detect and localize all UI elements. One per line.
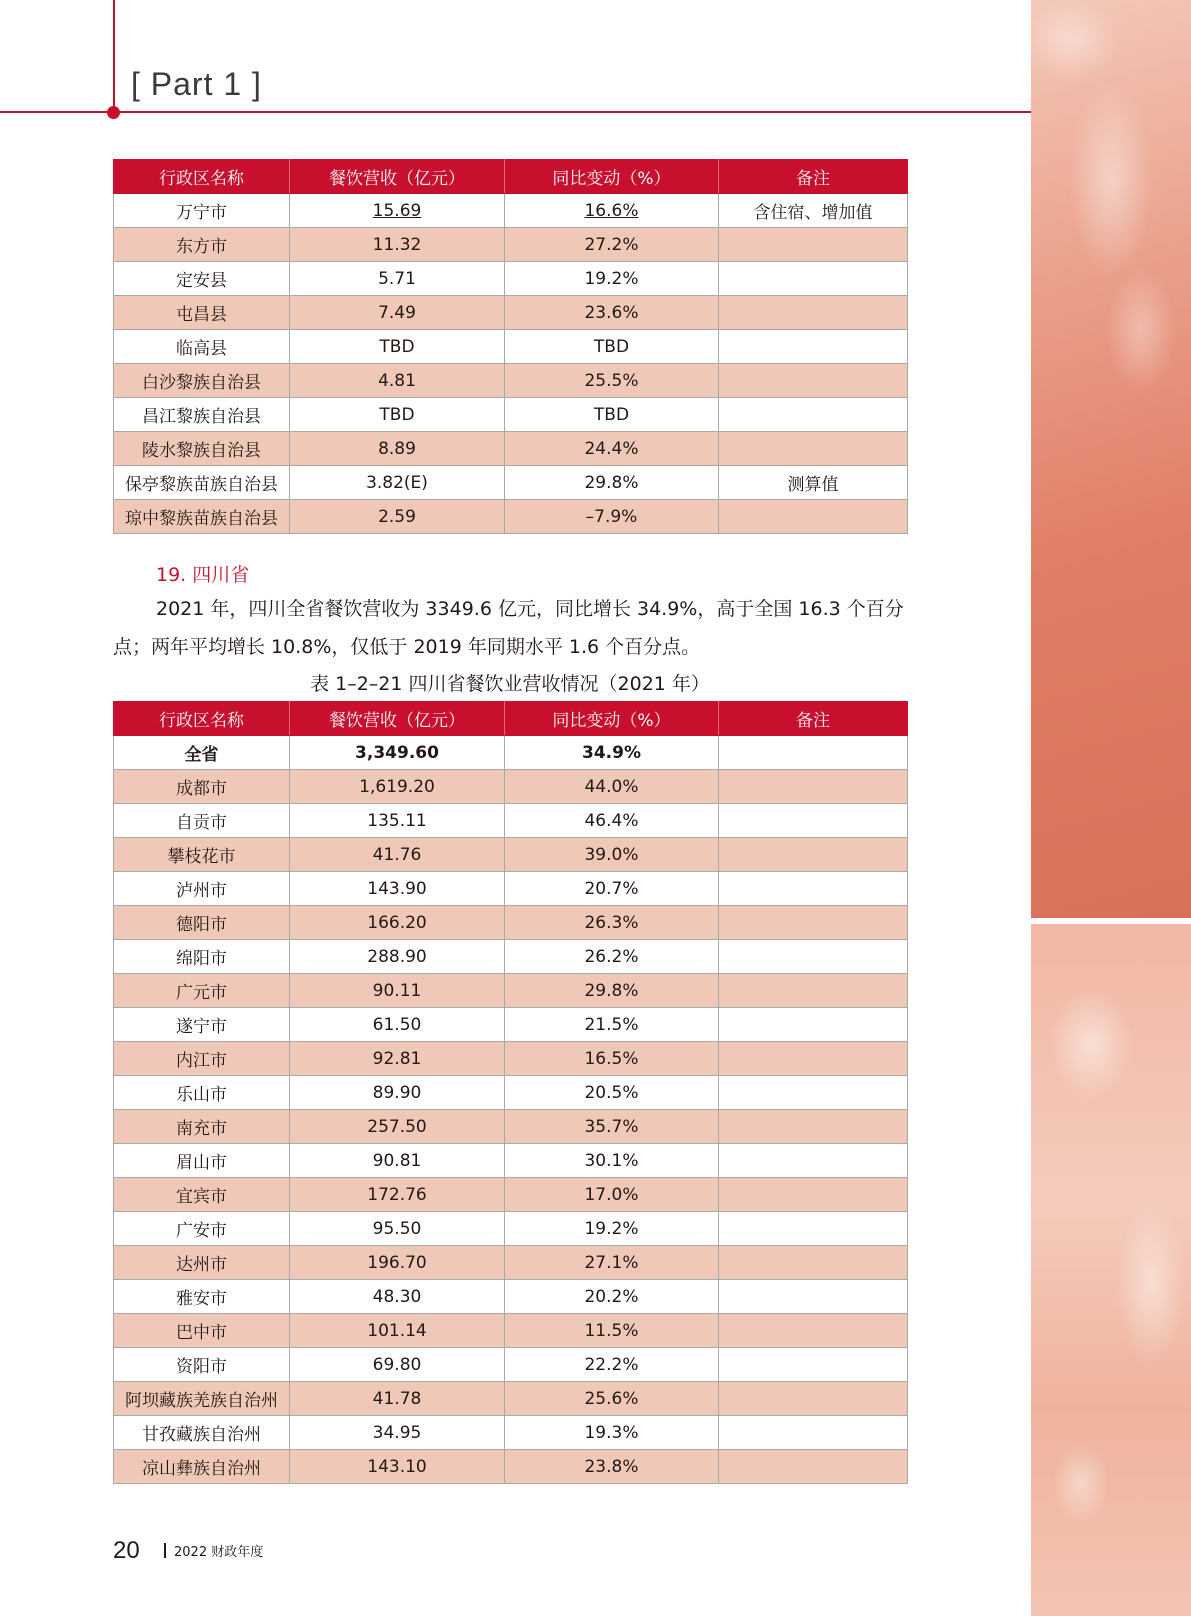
cell-note [719, 364, 908, 398]
cell-region: 凉山彝族自治州 [114, 1450, 290, 1484]
cell-region: 琼中黎族苗族自治县 [114, 500, 290, 534]
cell-note [719, 1110, 908, 1144]
cell-note [719, 838, 908, 872]
cell-note [719, 1314, 908, 1348]
underlined-value: 16.6% [584, 200, 639, 221]
cell-region: 昌江黎族自治县 [114, 398, 290, 432]
header-rule-dot [107, 106, 120, 119]
cell-region: 宜宾市 [114, 1178, 290, 1212]
table-row [114, 1348, 908, 1382]
cell-yoy: 21.5% [505, 1008, 719, 1042]
table-row [114, 398, 908, 432]
cell-revenue: 135.11 [290, 804, 505, 838]
table-row [114, 262, 908, 296]
cell-revenue: 166.20 [290, 906, 505, 940]
cell-yoy: 25.6% [505, 1382, 719, 1416]
cell-yoy: 27.2% [505, 228, 719, 262]
cell-revenue: 41.78 [290, 1382, 505, 1416]
cell-region: 白沙黎族自治县 [114, 364, 290, 398]
cell-region: 广元市 [114, 974, 290, 1008]
cell-note [719, 398, 908, 432]
cell-revenue: 90.11 [290, 974, 505, 1008]
cell-yoy: 20.2% [505, 1280, 719, 1314]
cell-note [719, 262, 908, 296]
decorative-photo-bottom [1031, 924, 1191, 1616]
cell-region: 广安市 [114, 1212, 290, 1246]
table-row [114, 1212, 908, 1246]
cell-note [719, 1212, 908, 1246]
table-row [114, 770, 908, 804]
cell-note [719, 296, 908, 330]
cell-note: 含住宿、增加值 [719, 194, 908, 228]
cell-note [719, 1076, 908, 1110]
cell-revenue [290, 194, 505, 228]
cell-note [719, 1178, 908, 1212]
cell-revenue: 34.95 [290, 1416, 505, 1450]
cell-yoy: 22.2% [505, 1348, 719, 1382]
publication-title: 2022 财政年度 [174, 1545, 264, 1560]
cell-yoy: 29.8% [505, 466, 719, 500]
cell-note [719, 1008, 908, 1042]
cell-yoy: 46.4% [505, 804, 719, 838]
table-row [114, 1246, 908, 1280]
header-horizontal-rule [0, 111, 1031, 113]
cell-revenue: TBD [290, 398, 505, 432]
cell-region: 成都市 [114, 770, 290, 804]
cell-revenue: 3,349.60 [290, 736, 505, 770]
table-row [114, 1280, 908, 1314]
section-paragraph: 2021 年，四川全省餐饮营收为 3349.6 亿元，同比增长 34.9%，高于全国 16.3 个百分点；两年平均增长 10.8%，仅低于 2019 年同期水平 1.6 个百分点。 [113, 598, 904, 658]
cell-revenue: 2.59 [290, 500, 505, 534]
table-row [114, 974, 908, 1008]
cell-note [719, 330, 908, 364]
table-row [114, 1178, 908, 1212]
cell-yoy: TBD [505, 330, 719, 364]
decorative-photo-top [1031, 0, 1191, 918]
cell-yoy: 11.5% [505, 1314, 719, 1348]
cell-revenue: 89.90 [290, 1076, 505, 1110]
table-row [114, 364, 908, 398]
cell-revenue: 257.50 [290, 1110, 505, 1144]
cell-yoy: 23.6% [505, 296, 719, 330]
cell-region: 乐山市 [114, 1076, 290, 1110]
cell-yoy: 30.1% [505, 1144, 719, 1178]
cell-revenue: TBD [290, 330, 505, 364]
cell-region: 雅安市 [114, 1280, 290, 1314]
cell-region: 内江市 [114, 1042, 290, 1076]
cell-yoy: 26.3% [505, 906, 719, 940]
cell-yoy: 35.7% [505, 1110, 719, 1144]
cell-region: 遂宁市 [114, 1008, 290, 1042]
column-header-yoy: 同比变动（%） [505, 702, 719, 736]
table-row [114, 1076, 908, 1110]
cell-note [719, 228, 908, 262]
page-number: 20 [113, 1537, 140, 1564]
cell-region: 屯昌县 [114, 296, 290, 330]
table-header-row [114, 160, 908, 194]
cell-yoy: 26.2% [505, 940, 719, 974]
table-row [114, 804, 908, 838]
cell-note [719, 432, 908, 466]
cell-note [719, 1144, 908, 1178]
cell-note [719, 804, 908, 838]
table-row [114, 1144, 908, 1178]
cell-revenue: 90.81 [290, 1144, 505, 1178]
table-row [114, 1042, 908, 1076]
cell-yoy: 20.5% [505, 1076, 719, 1110]
cell-region: 绵阳市 [114, 940, 290, 974]
cell-revenue: 95.50 [290, 1212, 505, 1246]
cell-region: 泸州市 [114, 872, 290, 906]
cell-yoy: 17.0% [505, 1178, 719, 1212]
cell-yoy [505, 194, 719, 228]
cell-region: 阿坝藏族羌族自治州 [114, 1382, 290, 1416]
table-row [114, 1416, 908, 1450]
cell-yoy: 24.4% [505, 432, 719, 466]
cell-revenue: 61.50 [290, 1008, 505, 1042]
cell-revenue: 1,619.20 [290, 770, 505, 804]
table-row [114, 330, 908, 364]
part-label: [ Part 1 ] [131, 66, 262, 102]
cell-note [719, 770, 908, 804]
cell-yoy: 23.8% [505, 1450, 719, 1484]
cell-yoy: TBD [505, 398, 719, 432]
cell-revenue: 41.76 [290, 838, 505, 872]
cell-note [719, 1042, 908, 1076]
table-row [114, 466, 908, 500]
table-row [114, 736, 908, 770]
cell-yoy: 34.9% [505, 736, 719, 770]
table-row [114, 1008, 908, 1042]
cell-region: 临高县 [114, 330, 290, 364]
column-header-revenue: 餐饮营收（亿元） [290, 160, 505, 194]
cell-revenue: 69.80 [290, 1348, 505, 1382]
section-title: 19. 四川省 [156, 564, 250, 586]
table-row [114, 940, 908, 974]
cell-region: 眉山市 [114, 1144, 290, 1178]
cell-revenue: 196.70 [290, 1246, 505, 1280]
table-row [114, 906, 908, 940]
table-row [114, 872, 908, 906]
column-header-note: 备注 [719, 160, 908, 194]
cell-yoy: 19.3% [505, 1416, 719, 1450]
cell-revenue: 48.30 [290, 1280, 505, 1314]
cell-revenue: 143.90 [290, 872, 505, 906]
cell-region: 巴中市 [114, 1314, 290, 1348]
column-header-region: 行政区名称 [114, 702, 290, 736]
cell-region: 资阳市 [114, 1348, 290, 1382]
hainan-revenue-table [113, 159, 908, 534]
cell-yoy: 19.2% [505, 1212, 719, 1246]
cell-revenue: 4.81 [290, 364, 505, 398]
cell-revenue: 11.32 [290, 228, 505, 262]
cell-region: 南充市 [114, 1110, 290, 1144]
cell-note [719, 1348, 908, 1382]
footer-separator [164, 1543, 166, 1558]
underlined-value: 15.69 [372, 200, 422, 221]
cell-note: 测算值 [719, 466, 908, 500]
cell-region: 陵水黎族自治县 [114, 432, 290, 466]
cell-note [719, 940, 908, 974]
cell-region: 东方市 [114, 228, 290, 262]
column-header-region: 行政区名称 [114, 160, 290, 194]
cell-note [719, 872, 908, 906]
cell-revenue: 3.82(E) [290, 466, 505, 500]
table-row [114, 432, 908, 466]
cell-revenue: 5.71 [290, 262, 505, 296]
table-row [114, 194, 908, 228]
cell-yoy: 29.8% [505, 974, 719, 1008]
table-row [114, 1382, 908, 1416]
cell-yoy: –7.9% [505, 500, 719, 534]
cell-revenue: 7.49 [290, 296, 505, 330]
cell-revenue: 101.14 [290, 1314, 505, 1348]
table-row [114, 838, 908, 872]
table-row [114, 500, 908, 534]
sichuan-revenue-table [113, 701, 908, 1484]
cell-yoy: 39.0% [505, 838, 719, 872]
table-row [114, 1314, 908, 1348]
cell-yoy: 25.5% [505, 364, 719, 398]
table-row [114, 228, 908, 262]
cell-region: 定安县 [114, 262, 290, 296]
cell-yoy: 44.0% [505, 770, 719, 804]
cell-revenue: 172.76 [290, 1178, 505, 1212]
cell-note [719, 1416, 908, 1450]
cell-region: 甘孜藏族自治州 [114, 1416, 290, 1450]
cell-yoy: 20.7% [505, 872, 719, 906]
cell-revenue: 288.90 [290, 940, 505, 974]
cell-region: 攀枝花市 [114, 838, 290, 872]
column-header-note: 备注 [719, 702, 908, 736]
cell-region: 达州市 [114, 1246, 290, 1280]
cell-note [719, 1382, 908, 1416]
cell-yoy: 27.1% [505, 1246, 719, 1280]
cell-yoy: 19.2% [505, 262, 719, 296]
column-header-yoy: 同比变动（%） [505, 160, 719, 194]
cell-region: 保亭黎族苗族自治县 [114, 466, 290, 500]
header-vertical-rule [113, 0, 115, 112]
cell-revenue: 92.81 [290, 1042, 505, 1076]
cell-note [719, 1450, 908, 1484]
cell-region: 万宁市 [114, 194, 290, 228]
cell-note [719, 906, 908, 940]
cell-region: 德阳市 [114, 906, 290, 940]
column-header-revenue: 餐饮营收（亿元） [290, 702, 505, 736]
cell-yoy: 16.5% [505, 1042, 719, 1076]
table-header-row [114, 702, 908, 736]
cell-region: 自贡市 [114, 804, 290, 838]
cell-revenue: 143.10 [290, 1450, 505, 1484]
table-row [114, 1110, 908, 1144]
table-row [114, 1450, 908, 1484]
cell-note [719, 1246, 908, 1280]
cell-note [719, 500, 908, 534]
cell-revenue: 8.89 [290, 432, 505, 466]
cell-region: 全省 [114, 736, 290, 770]
table-row [114, 296, 908, 330]
cell-note [719, 736, 908, 770]
cell-note [719, 1280, 908, 1314]
table-caption: 表 1–2–21 四川省餐饮业营收情况（2021 年） [310, 673, 710, 695]
cell-note [719, 974, 908, 1008]
